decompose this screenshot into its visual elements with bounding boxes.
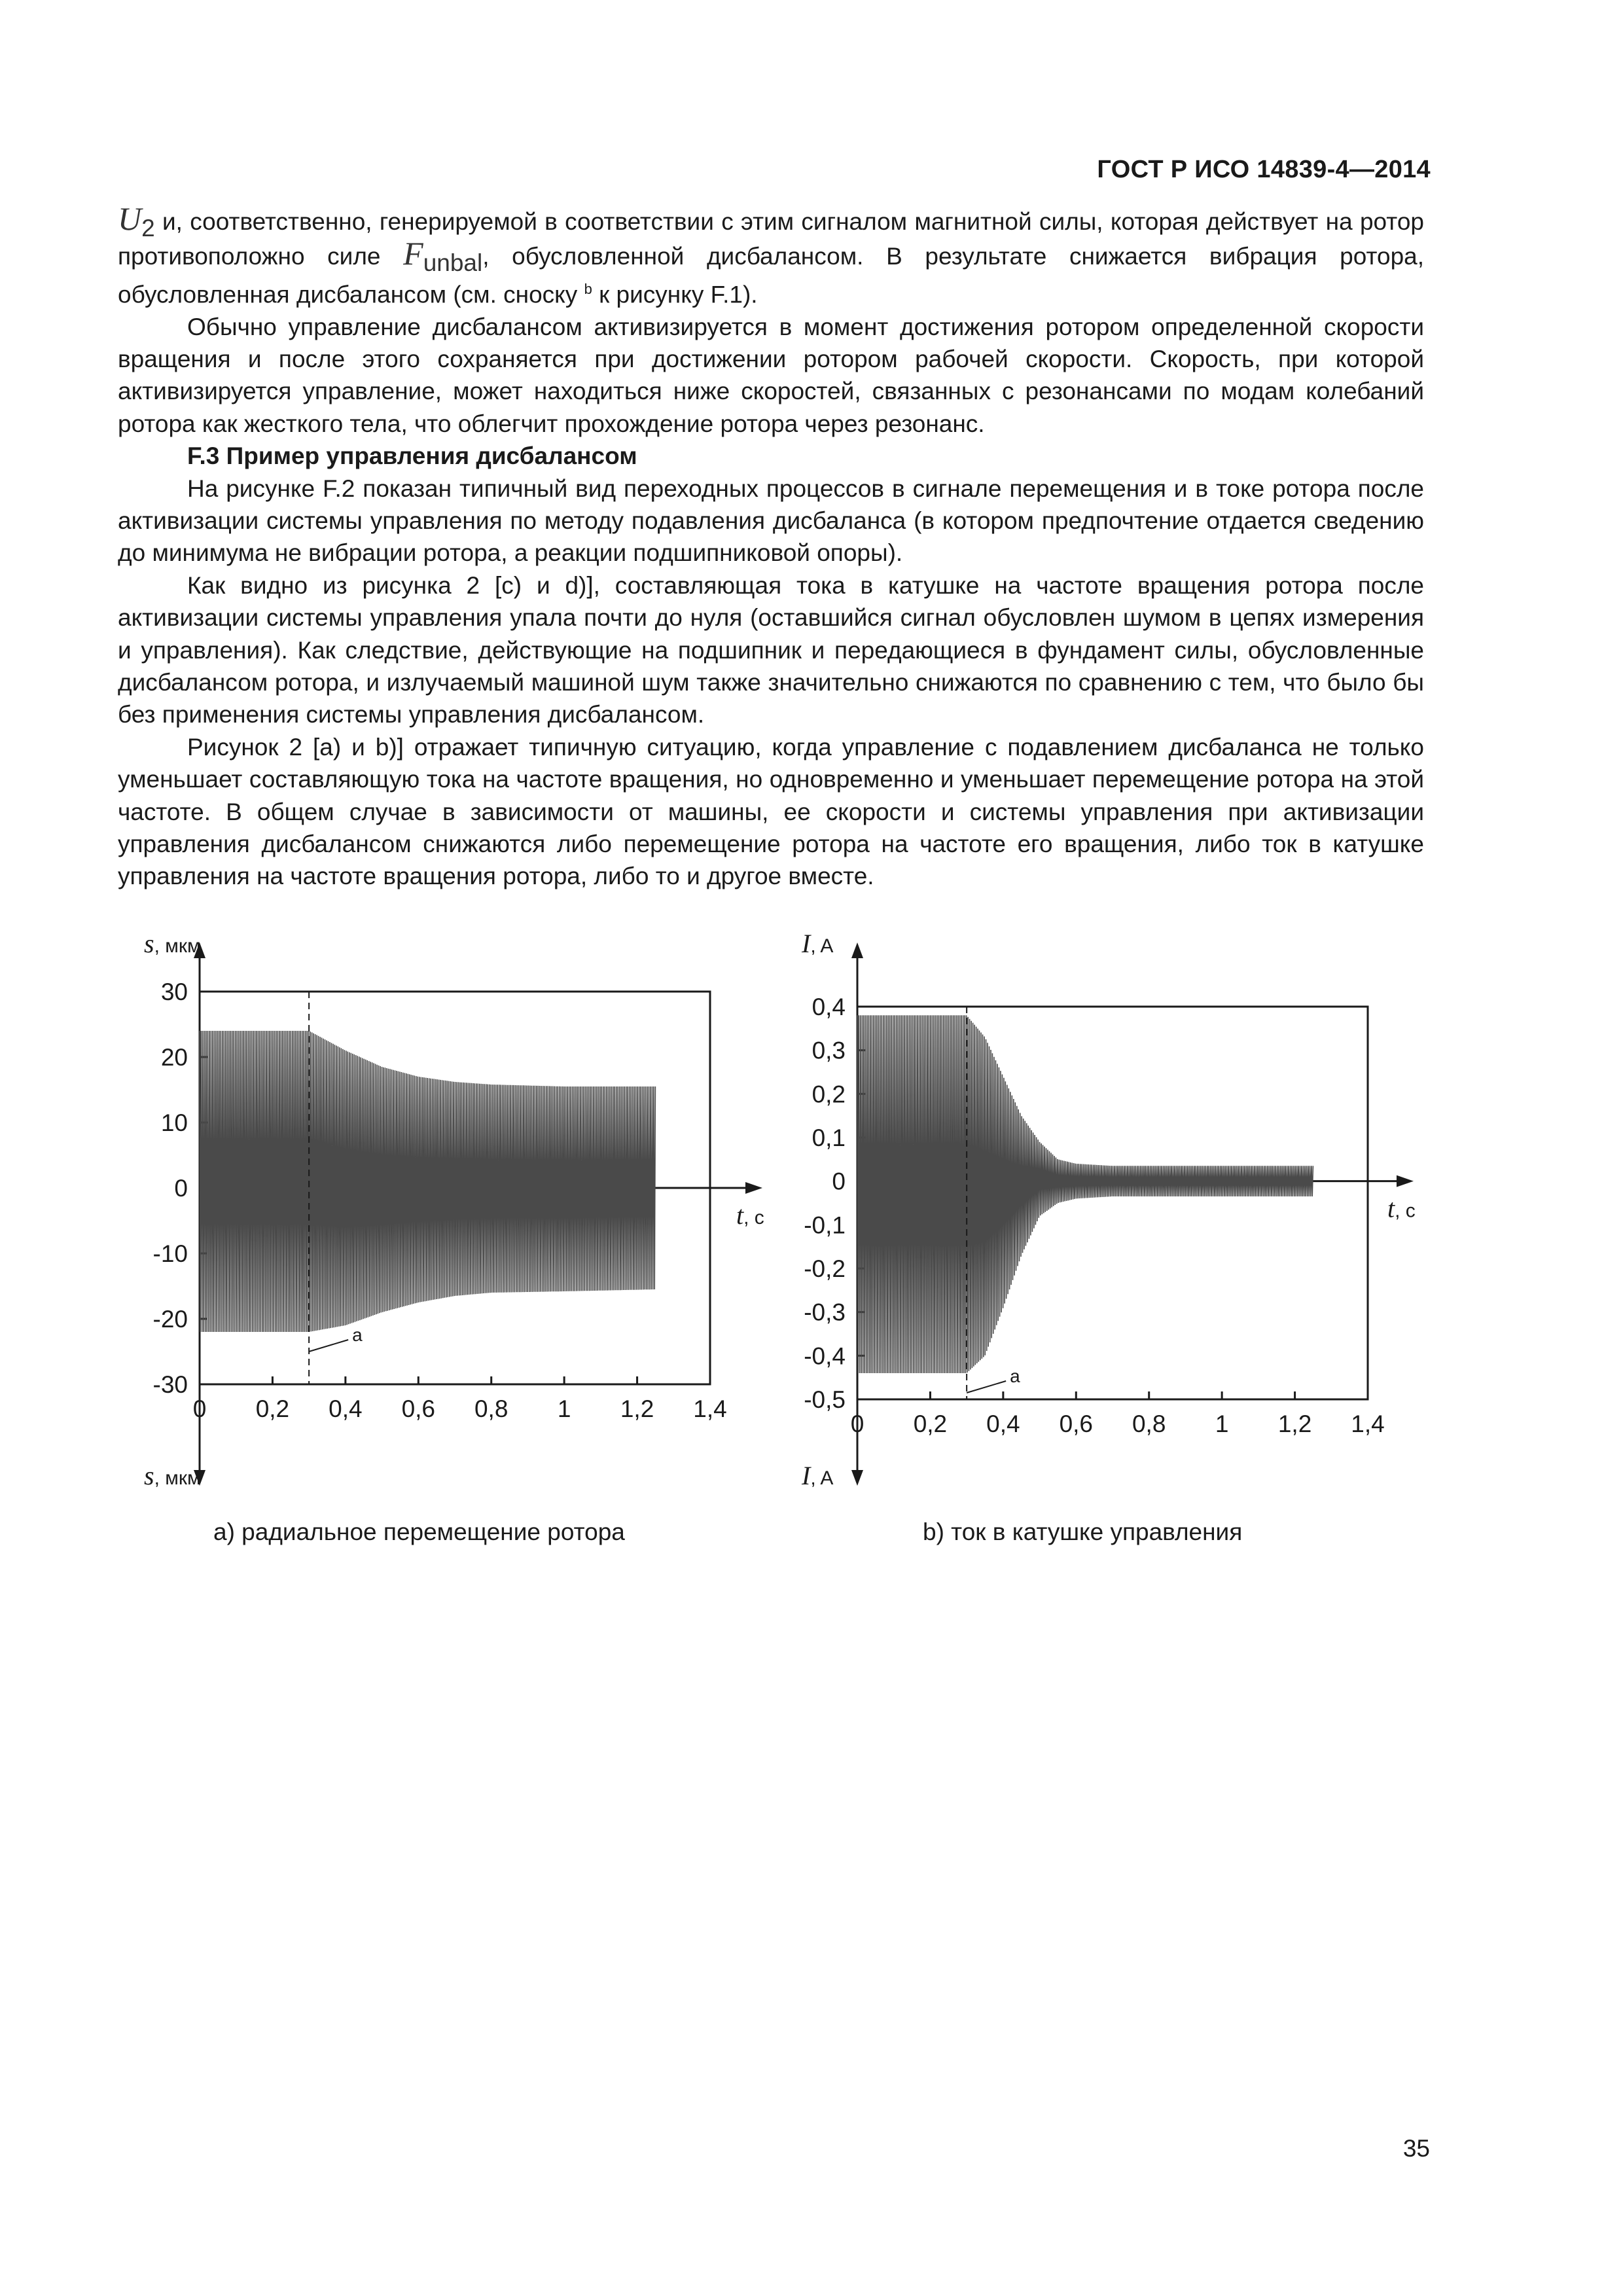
paragraph-4: Как видно из рисунка 2 [c) и d)], составляющая тока в катушке на частоте вращения ротора после активизации системы управления упала почти до нуля (оставшийся сигнал обусловлен шумом в цепях измерения и управления). Как следствие, действующие на подшипник и передающиеся в фундамент силы, обусловленные дисбалансом ротора, и излучаемый машиной шум также значительно снижаются по сравнению с тем, что было бы без применения системы управления дисбалансом. (118, 571, 1424, 728)
y-axis-label-bottom: s, мкм (144, 1461, 201, 1490)
annotation-label: a (1010, 1366, 1020, 1386)
x-tick-label: 0 (850, 1410, 865, 1437)
x-tick-label: 0,2 (255, 1395, 290, 1422)
body-text (118, 200, 1425, 893)
y-tick-label: -20 (152, 1306, 188, 1333)
y-tick-label: 10 (160, 1109, 188, 1136)
x-axis-arrow (1397, 1175, 1414, 1187)
page-number: 35 (1402, 2135, 1430, 2162)
section-title: F.3 Пример управления дисбалансом (187, 442, 637, 470)
y-tick-label: 0,4 (812, 994, 846, 1020)
figure-b (766, 916, 1453, 1518)
y-axis-arrow-up (851, 942, 863, 958)
y-tick-label: -10 (152, 1240, 188, 1267)
x-tick-label: 0 (192, 1395, 207, 1422)
y-tick-label: 0 (174, 1175, 188, 1202)
y-axis-label-bottom: I, A (802, 1461, 834, 1490)
x-tick-label: 1,4 (693, 1395, 727, 1422)
figure-a (118, 916, 805, 1518)
y-tick-label: 0,1 (812, 1124, 846, 1151)
x-tick-label: 0,8 (474, 1395, 508, 1422)
signal-waveform (200, 1031, 655, 1332)
x-tick-label: 0,4 (986, 1410, 1020, 1437)
y-tick-label: -0,2 (804, 1255, 846, 1282)
y-tick-label: 0,3 (812, 1037, 846, 1064)
symbol-f-unbal: $F_{unbal}$ (403, 235, 483, 277)
paragraph-1: $U_2$ и, соответственно, генерируемой в соответствии с этим сигналом магнитной силы, которая действует на ротор противоположно силе $F_{unbal}$, обусловленной дисбалансом. В результате снижается вибрация ротора, обусловленная дисбалансом (см. сноску $^b$ к рисунку F.1). (118, 200, 1425, 308)
y-tick-label: 30 (160, 978, 188, 1005)
annotation-leader (967, 1381, 1006, 1393)
y-tick-label: -0,4 (804, 1342, 846, 1370)
x-tick-label: 1,4 (1351, 1410, 1385, 1437)
x-tick-label: 1,2 (620, 1395, 654, 1422)
y-tick-label: 20 (160, 1044, 188, 1071)
y-axis-label: s, мкм (144, 929, 201, 958)
chart-radial-displacement (118, 916, 805, 1518)
x-tick-label: 0,6 (1059, 1410, 1094, 1437)
x-tick-label: 0,6 (401, 1395, 436, 1422)
caption-b: b) ток в катушке управления (923, 1518, 1243, 1545)
x-tick-label: 0,2 (913, 1410, 948, 1437)
chart-coil-current (766, 916, 1453, 1518)
document-code: ГОСТ Р ИСО 14839-4—2014 (1097, 156, 1431, 183)
x-axis-label: t, с (1387, 1193, 1416, 1223)
x-axis-arrow (745, 1182, 762, 1194)
x-tick-label: 1 (1215, 1410, 1229, 1437)
paragraph-2: Обычно управление дисбалансом активизируется в момент достижения ротором определенной скорости вращения и после этого сохраняется при достижении ротором рабочей скорости. Скорость, при которой активизируется управление, может находиться ниже скоростей, связанных с резонансами по модам колебаний ротора как жесткого тела, что облегчит прохождение ротора через резонанс. (118, 313, 1424, 437)
paragraph-3: На рисунке F.2 показан типичный вид переходных процессов в сигнале перемещения и в токе ротора после активизации системы управления по методу подавления дисбаланса (в котором предпочтение отдается сведению до минимума не вибрации ротора, а реакции подшипниковой опоры). (118, 475, 1424, 567)
caption-a: a) радиальное перемещение ротора (213, 1518, 625, 1545)
x-tick-label: 1 (557, 1395, 571, 1422)
annotation-label: a (352, 1325, 363, 1345)
y-tick-label: -0,1 (804, 1211, 846, 1239)
y-axis-label: I, A (802, 929, 834, 958)
y-tick-label: 0,2 (812, 1081, 846, 1108)
y-tick-label: -30 (152, 1371, 188, 1398)
signal-waveform (857, 1015, 1313, 1373)
x-tick-label: 0,8 (1132, 1410, 1166, 1437)
y-tick-label: -0,5 (804, 1386, 846, 1413)
x-axis-label: t, с (736, 1200, 764, 1230)
x-tick-label: 1,2 (1277, 1410, 1312, 1437)
y-tick-label: 0 (832, 1168, 846, 1195)
symbol-u2: $U_2$ (118, 200, 155, 242)
paragraph-5: Рисунок 2 [a) и b)] отражает типичную ситуацию, когда управление с подавлением дисбаланса не только уменьшает составляющую тока на частоте вращения, но одновременно и уменьшает перемещение ротора на этой частоте. В общем случае в зависимости от машины, ее скорости и системы управления при активизации управления дисбалансом снижаются либо перемещение ротора на частоте его вращения, либо ток в катушке управления на частоте вращения ротора, либо то и другое вместе. (118, 733, 1424, 890)
annotation-leader (309, 1340, 348, 1352)
y-tick-label: -0,3 (804, 1299, 846, 1326)
footnote-mark: b (584, 280, 592, 297)
x-tick-label: 0,4 (329, 1395, 363, 1422)
y-axis-arrow-down (851, 1470, 863, 1486)
